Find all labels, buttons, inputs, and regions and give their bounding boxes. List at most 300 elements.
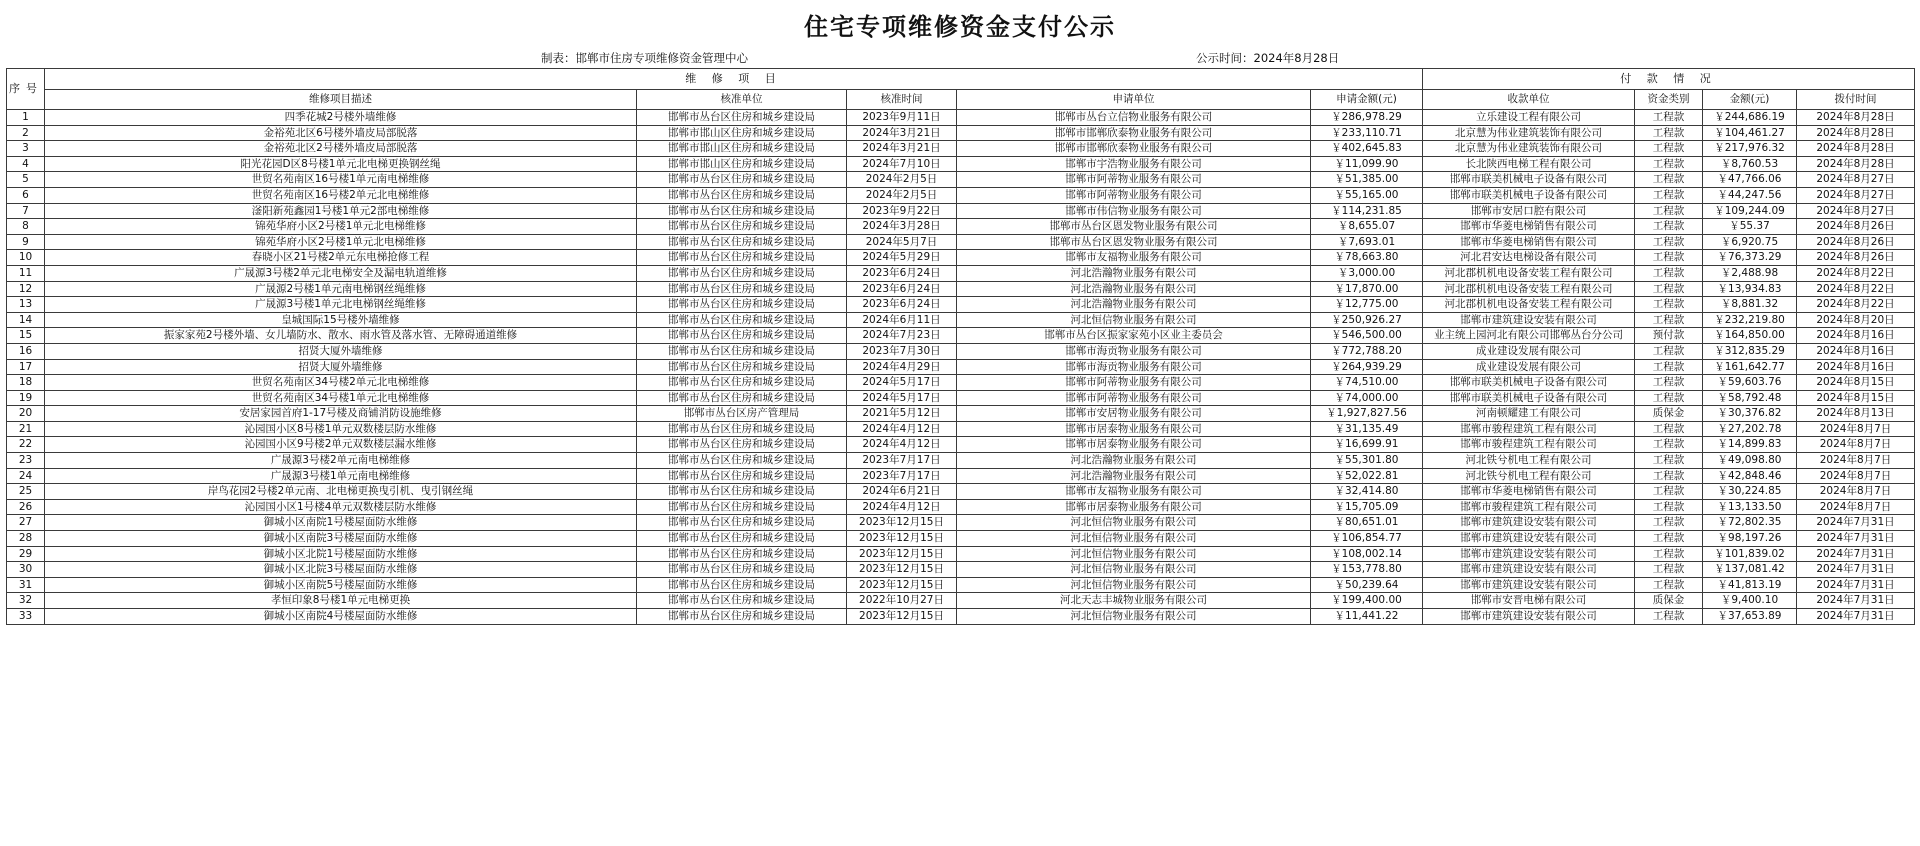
fund-category: 工程款 [1635, 141, 1703, 157]
approver-unit: 邯郸市丛台区住房和城乡建设局 [637, 453, 847, 469]
row-number: 29 [7, 546, 45, 562]
approver-unit: 邯郸市邯山区住房和城乡建设局 [637, 141, 847, 157]
table-row [7, 484, 1915, 500]
payee-unit: 邯郸市建筑建设安装有限公司 [1423, 515, 1635, 531]
paid-amount: ￥30,224.85 [1703, 484, 1797, 500]
page-title: 住宅专项维修资金支付公示 [804, 13, 1116, 41]
fund-category: 工程款 [1635, 281, 1703, 297]
repair-description: 皇城国际15号楼外墙维修 [45, 312, 637, 328]
pay-date: 2024年7月31日 [1797, 609, 1915, 625]
table-row [7, 577, 1915, 593]
applicant-unit: 河北恒信物业服务有限公司 [957, 515, 1311, 531]
pay-date: 2024年8月28日 [1797, 156, 1915, 172]
apply-amount: ￥55,165.00 [1311, 187, 1423, 203]
repair-description: 御城小区北院3号楼屋面防水维修 [45, 562, 637, 578]
repair-description: 御城小区南院1号楼屋面防水维修 [45, 515, 637, 531]
col-header-applicant: 申请单位 [957, 90, 1311, 110]
approve-date: 2024年4月12日 [847, 437, 957, 453]
applicant-unit: 河北恒信物业服务有限公司 [957, 312, 1311, 328]
apply-amount: ￥153,778.80 [1311, 562, 1423, 578]
fund-category: 工程款 [1635, 484, 1703, 500]
paid-amount: ￥8,760.53 [1703, 156, 1797, 172]
fund-category: 质保金 [1635, 593, 1703, 609]
table-row [7, 437, 1915, 453]
seq-header: 序号 [7, 69, 45, 110]
table-row [7, 499, 1915, 515]
table-row [7, 156, 1915, 172]
repair-description: 广晟源3号楼2单元北电梯安全及漏电轨道维修 [45, 265, 637, 281]
approver-unit: 邯郸市邯山区住房和城乡建设局 [637, 125, 847, 141]
approve-date: 2024年4月12日 [847, 499, 957, 515]
pay-date: 2024年8月28日 [1797, 110, 1915, 126]
applicant-unit: 邯郸市阿蒂物业服务有限公司 [957, 187, 1311, 203]
approve-date: 2024年7月23日 [847, 328, 957, 344]
subtitle-row [6, 46, 1914, 68]
approve-date: 2024年4月12日 [847, 421, 957, 437]
pay-date: 2024年8月7日 [1797, 453, 1915, 469]
approve-date: 2023年6月24日 [847, 297, 957, 313]
apply-amount: ￥546,500.00 [1311, 328, 1423, 344]
paid-amount: ￥49,098.80 [1703, 453, 1797, 469]
table-row [7, 546, 1915, 562]
paid-amount: ￥44,247.56 [1703, 187, 1797, 203]
paid-amount: ￥76,373.29 [1703, 250, 1797, 266]
table-row [7, 110, 1915, 126]
approver-unit: 邯郸市丛台区住房和城乡建设局 [637, 265, 847, 281]
row-number: 6 [7, 187, 45, 203]
apply-amount: ￥114,231.85 [1311, 203, 1423, 219]
paid-amount: ￥164,850.00 [1703, 328, 1797, 344]
fund-category: 工程款 [1635, 577, 1703, 593]
repair-description: 沁园国小区1号楼4单元双数楼层防水维修 [45, 499, 637, 515]
fund-category: 工程款 [1635, 219, 1703, 235]
applicant-unit: 河北浩瀚物业服务有限公司 [957, 453, 1311, 469]
approver-unit: 邯郸市丛台区住房和城乡建设局 [637, 421, 847, 437]
table-row [7, 562, 1915, 578]
table-row [7, 343, 1915, 359]
row-number: 28 [7, 531, 45, 547]
apply-amount: ￥8,655.07 [1311, 219, 1423, 235]
applicant-unit: 河北恒信物业服务有限公司 [957, 609, 1311, 625]
repair-description: 招贤大厦外墙维修 [45, 359, 637, 375]
pay-date: 2024年8月26日 [1797, 234, 1915, 250]
pay-date: 2024年7月31日 [1797, 593, 1915, 609]
approve-date: 2023年7月17日 [847, 453, 957, 469]
fund-category: 工程款 [1635, 375, 1703, 391]
approver-unit: 邯郸市邯山区住房和城乡建设局 [637, 156, 847, 172]
payee-unit: 邯郸市安居口腔有限公司 [1423, 203, 1635, 219]
table-row [7, 390, 1915, 406]
fund-category: 工程款 [1635, 297, 1703, 313]
approve-date: 2024年2月5日 [847, 187, 957, 203]
table-row [7, 453, 1915, 469]
payee-unit: 业主统上园河北有限公司邯郸丛台分公司 [1423, 328, 1635, 344]
table-row [7, 531, 1915, 547]
apply-amount: ￥11,441.22 [1311, 609, 1423, 625]
table-row [7, 172, 1915, 188]
payee-unit: 河北铁兮机电工程有限公司 [1423, 468, 1635, 484]
row-number: 27 [7, 515, 45, 531]
table-row [7, 406, 1915, 422]
approve-date: 2024年5月17日 [847, 375, 957, 391]
applicant-unit: 邯郸市居泰物业服务有限公司 [957, 499, 1311, 515]
col-header-desc: 维修项目描述 [45, 90, 637, 110]
payee-unit: 邯郸市骏程建筑工程有限公司 [1423, 421, 1635, 437]
fund-category: 工程款 [1635, 250, 1703, 266]
pay-date: 2024年7月31日 [1797, 515, 1915, 531]
row-number: 3 [7, 141, 45, 157]
project-group-header: 维 修 项 目 [45, 69, 1423, 90]
pay-date: 2024年8月15日 [1797, 375, 1915, 391]
paid-amount: ￥2,488.98 [1703, 265, 1797, 281]
row-number: 24 [7, 468, 45, 484]
table-row [7, 515, 1915, 531]
approve-date: 2023年9月11日 [847, 110, 957, 126]
approver-unit: 邯郸市丛台区住房和城乡建设局 [637, 562, 847, 578]
apply-amount: ￥80,651.01 [1311, 515, 1423, 531]
approver-unit: 邯郸市丛台区住房和城乡建设局 [637, 499, 847, 515]
table-row [7, 187, 1915, 203]
pay-date: 2024年7月31日 [1797, 577, 1915, 593]
row-number: 5 [7, 172, 45, 188]
table-row [7, 609, 1915, 625]
approve-date: 2024年4月29日 [847, 359, 957, 375]
payee-unit: 邯郸市安晋电梯有限公司 [1423, 593, 1635, 609]
pay-date: 2024年8月27日 [1797, 203, 1915, 219]
repair-description: 招贤大厦外墙维修 [45, 343, 637, 359]
pay-date: 2024年8月7日 [1797, 437, 1915, 453]
payee-unit: 邯郸市建筑建设安装有限公司 [1423, 577, 1635, 593]
fund-category: 质保金 [1635, 406, 1703, 422]
applicant-unit: 邯郸市阿蒂物业服务有限公司 [957, 172, 1311, 188]
payee-unit: 北京慧为伟业建筑装饰有限公司 [1423, 125, 1635, 141]
col-header-apply-amount: 申请金额(元) [1311, 90, 1423, 110]
pay-date: 2024年8月22日 [1797, 265, 1915, 281]
fund-category: 工程款 [1635, 312, 1703, 328]
approve-date: 2023年12月15日 [847, 515, 957, 531]
table-row [7, 219, 1915, 235]
pay-date: 2024年8月15日 [1797, 390, 1915, 406]
pay-date: 2024年8月22日 [1797, 297, 1915, 313]
row-number: 32 [7, 593, 45, 609]
repair-description: 广晟源2号楼1单元南电梯钢丝绳维修 [45, 281, 637, 297]
table-row [7, 250, 1915, 266]
apply-amount: ￥108,002.14 [1311, 546, 1423, 562]
approver-unit: 邯郸市丛台区住房和城乡建设局 [637, 250, 847, 266]
fund-category: 工程款 [1635, 265, 1703, 281]
apply-amount: ￥1,927,827.56 [1311, 406, 1423, 422]
paid-amount: ￥37,653.89 [1703, 609, 1797, 625]
applicant-unit: 邯郸市伟信物业服务有限公司 [957, 203, 1311, 219]
group-header-row [7, 69, 1915, 90]
pay-date: 2024年8月13日 [1797, 406, 1915, 422]
payee-unit: 邯郸市骏程建筑工程有限公司 [1423, 499, 1635, 515]
pay-date: 2024年8月28日 [1797, 125, 1915, 141]
approve-date: 2024年5月7日 [847, 234, 957, 250]
row-number: 7 [7, 203, 45, 219]
pay-date: 2024年7月31日 [1797, 562, 1915, 578]
approve-date: 2023年12月15日 [847, 562, 957, 578]
approve-date: 2024年2月5日 [847, 172, 957, 188]
pay-date: 2024年8月16日 [1797, 343, 1915, 359]
apply-amount: ￥74,510.00 [1311, 375, 1423, 391]
table-row [7, 359, 1915, 375]
applicant-unit: 河北浩瀚物业服务有限公司 [957, 297, 1311, 313]
pay-date: 2024年7月31日 [1797, 531, 1915, 547]
applicant-unit: 邯郸市友福物业服务有限公司 [957, 484, 1311, 500]
payee-unit: 邯郸市建筑建设安装有限公司 [1423, 312, 1635, 328]
apply-amount: ￥3,000.00 [1311, 265, 1423, 281]
repair-description: 春晓小区21号楼2单元东电梯抢修工程 [45, 250, 637, 266]
payment-group-header: 付 款 情 况 [1423, 69, 1915, 90]
payment-table [6, 68, 1915, 625]
fund-category: 工程款 [1635, 156, 1703, 172]
row-number: 1 [7, 110, 45, 126]
approver-unit: 邯郸市丛台区住房和城乡建设局 [637, 390, 847, 406]
row-number: 11 [7, 265, 45, 281]
table-row [7, 421, 1915, 437]
applicant-unit: 邯郸市丛台区振家家苑小区业主委员会 [957, 328, 1311, 344]
approver-unit: 邯郸市丛台区住房和城乡建设局 [637, 593, 847, 609]
apply-amount: ￥7,693.01 [1311, 234, 1423, 250]
approve-date: 2024年6月11日 [847, 312, 957, 328]
row-number: 13 [7, 297, 45, 313]
pay-date: 2024年8月28日 [1797, 141, 1915, 157]
row-number: 26 [7, 499, 45, 515]
approve-date: 2024年3月21日 [847, 125, 957, 141]
row-number: 18 [7, 375, 45, 391]
paid-amount: ￥6,920.75 [1703, 234, 1797, 250]
repair-description: 孝恒印象8号楼1单元电梯更换 [45, 593, 637, 609]
approver-unit: 邯郸市丛台区住房和城乡建设局 [637, 328, 847, 344]
payee-unit: 邯郸市联美机械电子设备有限公司 [1423, 172, 1635, 188]
repair-description: 锦苑华府小区2号楼1单元北电梯维修 [45, 234, 637, 250]
paid-amount: ￥8,881.32 [1703, 297, 1797, 313]
approve-date: 2023年6月24日 [847, 265, 957, 281]
approve-date: 2023年7月30日 [847, 343, 957, 359]
apply-amount: ￥233,110.71 [1311, 125, 1423, 141]
apply-amount: ￥12,775.00 [1311, 297, 1423, 313]
paid-amount: ￥13,934.83 [1703, 281, 1797, 297]
approve-date: 2024年6月21日 [847, 484, 957, 500]
approve-date: 2024年5月29日 [847, 250, 957, 266]
paid-amount: ￥312,835.29 [1703, 343, 1797, 359]
approver-unit: 邯郸市丛台区住房和城乡建设局 [637, 297, 847, 313]
pay-date: 2024年8月7日 [1797, 421, 1915, 437]
repair-description: 锦苑华府小区2号楼1单元北电梯维修 [45, 219, 637, 235]
payee-unit: 成业建设发展有限公司 [1423, 359, 1635, 375]
paid-amount: ￥137,081.42 [1703, 562, 1797, 578]
repair-description: 世贸名苑南区16号楼1单元南电梯维修 [45, 172, 637, 188]
table-row [7, 297, 1915, 313]
approver-unit: 邯郸市丛台区住房和城乡建设局 [637, 203, 847, 219]
payee-unit: 立乐建设工程有限公司 [1423, 110, 1635, 126]
fund-category: 工程款 [1635, 515, 1703, 531]
table-row [7, 593, 1915, 609]
fund-category: 工程款 [1635, 437, 1703, 453]
payee-unit: 邯郸市联美机械电子设备有限公司 [1423, 187, 1635, 203]
col-header-approver: 核准单位 [637, 90, 847, 110]
approve-date: 2023年12月15日 [847, 577, 957, 593]
table-row [7, 375, 1915, 391]
approver-unit: 邯郸市丛台区住房和城乡建设局 [637, 531, 847, 547]
publish-date: 公示时间：2024年8月28日 [1196, 51, 1340, 65]
approve-date: 2023年12月15日 [847, 609, 957, 625]
pay-date: 2024年8月27日 [1797, 172, 1915, 188]
row-number: 4 [7, 156, 45, 172]
table-row [7, 281, 1915, 297]
payee-unit: 邯郸市建筑建设安装有限公司 [1423, 609, 1635, 625]
row-number: 14 [7, 312, 45, 328]
fund-category: 工程款 [1635, 359, 1703, 375]
apply-amount: ￥51,385.00 [1311, 172, 1423, 188]
repair-description: 阳光花园D区8号楼1单元北电梯更换钢丝绳 [45, 156, 637, 172]
apply-amount: ￥250,926.27 [1311, 312, 1423, 328]
approver-unit: 邯郸市丛台区住房和城乡建设局 [637, 343, 847, 359]
approve-date: 2024年7月10日 [847, 156, 957, 172]
repair-description: 广晟源3号楼2单元南电梯维修 [45, 453, 637, 469]
payee-unit: 邯郸市建筑建设安装有限公司 [1423, 546, 1635, 562]
row-number: 9 [7, 234, 45, 250]
fund-category: 工程款 [1635, 125, 1703, 141]
table-row [7, 125, 1915, 141]
pay-date: 2024年8月26日 [1797, 219, 1915, 235]
apply-amount: ￥772,788.20 [1311, 343, 1423, 359]
repair-description: 沁园国小区9号楼2单元双数楼层漏水维修 [45, 437, 637, 453]
row-number: 12 [7, 281, 45, 297]
approver-unit: 邯郸市丛台区住房和城乡建设局 [637, 312, 847, 328]
repair-description: 滏阳新苑鑫园1号楼1单元2部电梯维修 [45, 203, 637, 219]
applicant-unit: 邯郸市宇浩物业服务有限公司 [957, 156, 1311, 172]
approve-date: 2023年12月15日 [847, 531, 957, 547]
apply-amount: ￥55,301.80 [1311, 453, 1423, 469]
row-number: 20 [7, 406, 45, 422]
fund-category: 预付款 [1635, 328, 1703, 344]
apply-amount: ￥199,400.00 [1311, 593, 1423, 609]
applicant-unit: 邯郸市邯郸欣泰物业服务有限公司 [957, 141, 1311, 157]
row-number: 10 [7, 250, 45, 266]
applicant-unit: 邯郸市丛台区恩发物业服务有限公司 [957, 234, 1311, 250]
paid-amount: ￥72,802.35 [1703, 515, 1797, 531]
paid-amount: ￥41,813.19 [1703, 577, 1797, 593]
approver-unit: 邯郸市丛台区住房和城乡建设局 [637, 375, 847, 391]
pay-date: 2024年8月26日 [1797, 250, 1915, 266]
paid-amount: ￥104,461.27 [1703, 125, 1797, 141]
table-maker: 制表：邯郸市住房专项维修资金管理中心 [541, 51, 748, 65]
row-number: 33 [7, 609, 45, 625]
row-number: 21 [7, 421, 45, 437]
row-number: 19 [7, 390, 45, 406]
paid-amount: ￥109,244.09 [1703, 203, 1797, 219]
row-number: 31 [7, 577, 45, 593]
fund-category: 工程款 [1635, 421, 1703, 437]
repair-description: 沁园国小区8号楼1单元双数楼层防水维修 [45, 421, 637, 437]
approve-date: 2024年5月17日 [847, 390, 957, 406]
applicant-unit: 邯郸市阿蒂物业服务有限公司 [957, 375, 1311, 391]
paid-amount: ￥217,976.32 [1703, 141, 1797, 157]
applicant-unit: 邯郸市丛台立信物业服务有限公司 [957, 110, 1311, 126]
applicant-unit: 邯郸市安居物业服务有限公司 [957, 406, 1311, 422]
applicant-unit: 邯郸市友福物业服务有限公司 [957, 250, 1311, 266]
fund-category: 工程款 [1635, 499, 1703, 515]
pay-date: 2024年8月16日 [1797, 359, 1915, 375]
applicant-unit: 河北天志丰城物业服务有限公司 [957, 593, 1311, 609]
pay-date: 2024年7月31日 [1797, 546, 1915, 562]
repair-description: 广晟源3号楼1单元南电梯维修 [45, 468, 637, 484]
applicant-unit: 河北恒信物业服务有限公司 [957, 577, 1311, 593]
approver-unit: 邯郸市丛台区住房和城乡建设局 [637, 546, 847, 562]
col-header-pay-date: 拨付时间 [1797, 90, 1915, 110]
approve-date: 2024年3月21日 [847, 141, 957, 157]
repair-description: 岸鸟花园2号楼2单元南、北电梯更换曳引机、曳引钢丝绳 [45, 484, 637, 500]
paid-amount: ￥55.37 [1703, 219, 1797, 235]
approver-unit: 邯郸市丛台区住房和城乡建设局 [637, 577, 847, 593]
paid-amount: ￥30,376.82 [1703, 406, 1797, 422]
applicant-unit: 河北浩瀚物业服务有限公司 [957, 265, 1311, 281]
fund-category: 工程款 [1635, 343, 1703, 359]
col-header-payee: 收款单位 [1423, 90, 1635, 110]
fund-category: 工程款 [1635, 562, 1703, 578]
payee-unit: 邯郸市华菱电梯销售有限公司 [1423, 234, 1635, 250]
approve-date: 2023年9月22日 [847, 203, 957, 219]
fund-category: 工程款 [1635, 203, 1703, 219]
paid-amount: ￥13,133.50 [1703, 499, 1797, 515]
applicant-unit: 邯郸市丛台区恩发物业服务有限公司 [957, 219, 1311, 235]
applicant-unit: 邯郸市邯郸欣泰物业服务有限公司 [957, 125, 1311, 141]
col-header-category: 资金类别 [1635, 90, 1703, 110]
repair-description: 御城小区南院3号楼屋面防水维修 [45, 531, 637, 547]
applicant-unit: 邯郸市海贡物业服务有限公司 [957, 343, 1311, 359]
repair-description: 世贸名苑南区16号楼2单元北电梯维修 [45, 187, 637, 203]
table-row [7, 203, 1915, 219]
fund-category: 工程款 [1635, 110, 1703, 126]
payee-unit: 邯郸市建筑建设安装有限公司 [1423, 531, 1635, 547]
fund-category: 工程款 [1635, 546, 1703, 562]
approver-unit: 邯郸市丛台区住房和城乡建设局 [637, 110, 847, 126]
approver-unit: 邯郸市丛台区住房和城乡建设局 [637, 437, 847, 453]
pay-date: 2024年8月16日 [1797, 328, 1915, 344]
applicant-unit: 邯郸市海贡物业服务有限公司 [957, 359, 1311, 375]
paid-amount: ￥244,686.19 [1703, 110, 1797, 126]
repair-description: 世贸名苑南区34号楼2单元北电梯维修 [45, 375, 637, 391]
payee-unit: 河北君安达电梯设备有限公司 [1423, 250, 1635, 266]
payee-unit: 北京慧为伟业建筑装饰有限公司 [1423, 141, 1635, 157]
payee-unit: 河北郡机机电设备安装工程有限公司 [1423, 281, 1635, 297]
approver-unit: 邯郸市丛台区住房和城乡建设局 [637, 609, 847, 625]
paid-amount: ￥101,839.02 [1703, 546, 1797, 562]
pay-date: 2024年8月7日 [1797, 484, 1915, 500]
approve-date: 2023年12月15日 [847, 546, 957, 562]
repair-description: 金裕苑北区6号楼外墙皮局部脱落 [45, 125, 637, 141]
repair-description: 四季花城2号楼外墙维修 [45, 110, 637, 126]
apply-amount: ￥16,699.91 [1311, 437, 1423, 453]
row-number: 23 [7, 453, 45, 469]
applicant-unit: 河北浩瀚物业服务有限公司 [957, 281, 1311, 297]
repair-description: 世贸名苑南区34号楼1单元北电梯维修 [45, 390, 637, 406]
payee-unit: 邯郸市建筑建设安装有限公司 [1423, 562, 1635, 578]
approve-date: 2023年6月24日 [847, 281, 957, 297]
fund-category: 工程款 [1635, 453, 1703, 469]
col-header-amount: 金额(元) [1703, 90, 1797, 110]
applicant-unit: 河北浩瀚物业服务有限公司 [957, 468, 1311, 484]
paid-amount: ￥47,766.06 [1703, 172, 1797, 188]
fund-category: 工程款 [1635, 390, 1703, 406]
pay-date: 2024年8月27日 [1797, 187, 1915, 203]
approve-date: 2023年7月17日 [847, 468, 957, 484]
row-number: 2 [7, 125, 45, 141]
approver-unit: 邯郸市丛台区住房和城乡建设局 [637, 187, 847, 203]
payee-unit: 邯郸市华菱电梯销售有限公司 [1423, 219, 1635, 235]
